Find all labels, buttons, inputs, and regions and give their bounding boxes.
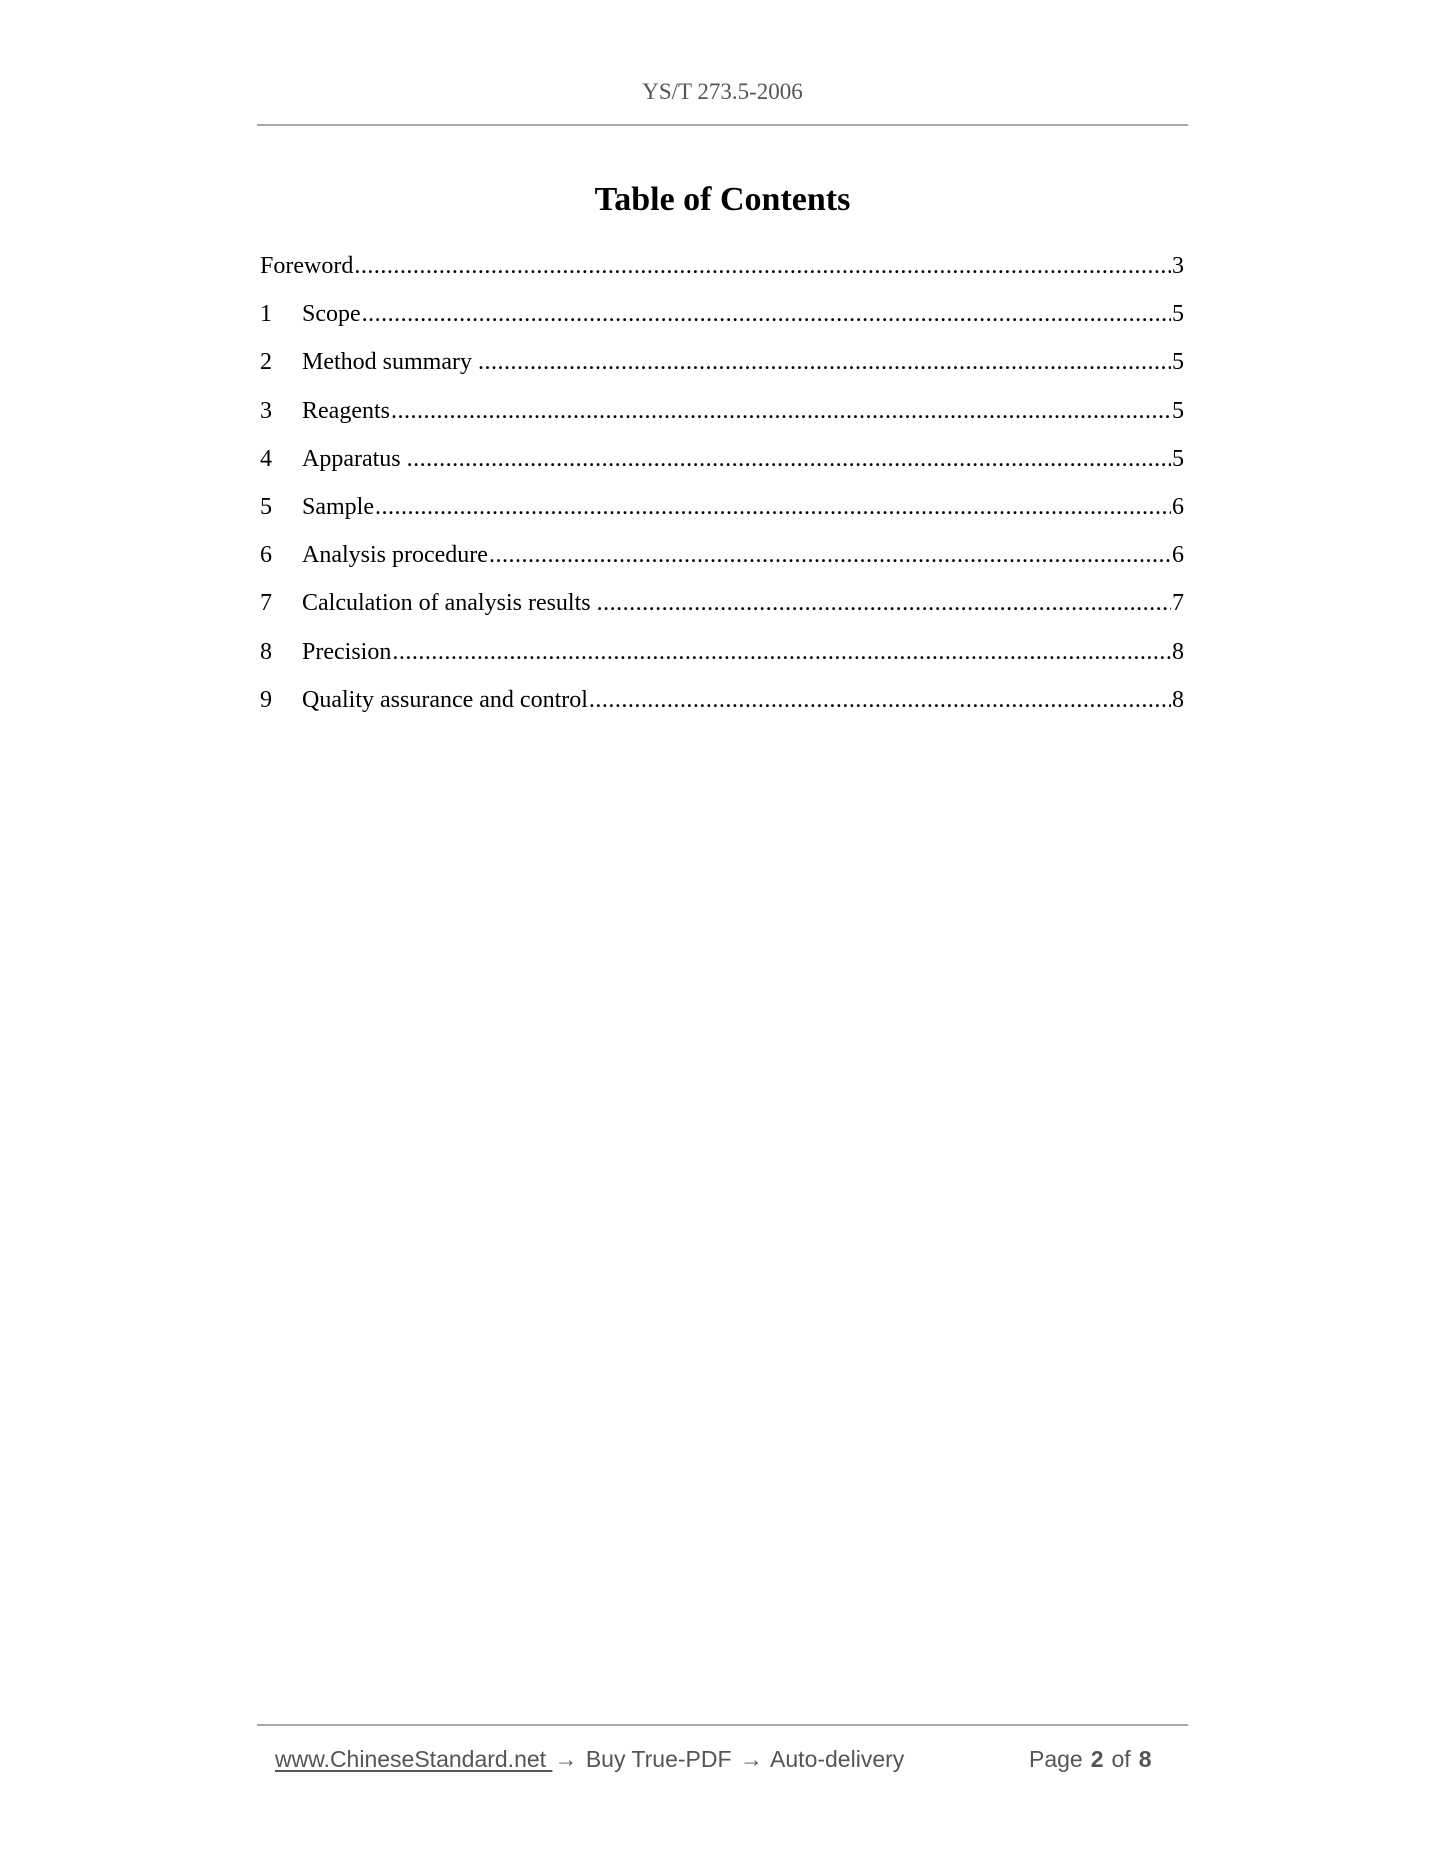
page-label: Page (1029, 1746, 1083, 1772)
dot-leader (392, 637, 1171, 667)
toc-entry-page: 8 (1172, 686, 1184, 713)
auto-delivery-text: Auto-delivery (764, 1746, 905, 1772)
toc-entry-label: Foreword (260, 253, 354, 279)
toc-entry-page: 6 (1172, 542, 1184, 569)
toc-entry-page: 7 (1172, 590, 1184, 617)
toc-entry-page: 8 (1172, 638, 1184, 665)
footer-divider (257, 1724, 1188, 1726)
toc-entry-label: Precision (302, 638, 392, 665)
toc-entry-label: Method summary (302, 349, 472, 376)
toc-entry-sample[interactable] (260, 492, 1184, 540)
dot-leader (362, 299, 1171, 329)
toc-entry-number: 8 (260, 638, 272, 665)
toc-entry-label: Quality assurance and control (302, 686, 588, 713)
toc-title: Table of Contents (594, 181, 851, 218)
dot-leader (354, 251, 1171, 281)
dot-leader (375, 492, 1171, 522)
toc-entry-page: 5 (1172, 445, 1184, 472)
toc-entry-number: 9 (260, 686, 272, 713)
toc-entry-number: 7 (260, 590, 272, 617)
toc-entry-analysis-procedure[interactable] (260, 540, 1184, 588)
toc-entry-label: Calculation of analysis results (302, 590, 591, 617)
toc-entry-precision[interactable] (260, 637, 1184, 685)
page-indicator (1029, 1745, 1152, 1773)
header-divider (257, 124, 1188, 126)
running-header-standard-code: YS/T 273.5-2006 (642, 79, 803, 104)
of-label: of (1111, 1746, 1131, 1772)
toc-entry-apparatus[interactable] (260, 444, 1184, 492)
toc-entry-page: 5 (1172, 397, 1184, 424)
buy-true-pdf-text: Buy True-PDF (579, 1746, 738, 1772)
toc-entry-label: Reagents (302, 397, 390, 424)
dot-leader (391, 396, 1171, 426)
dot-leader (478, 347, 1171, 377)
toc-entry-foreword[interactable] (260, 251, 1184, 299)
toc-entry-label: Sample (302, 493, 374, 520)
toc-entry-label: Scope (302, 301, 361, 328)
toc-entry-page: 6 (1172, 493, 1184, 520)
toc-entry-page: 3 (1172, 253, 1184, 279)
toc-entry-label: Apparatus (302, 445, 401, 472)
toc-entry-page: 5 (1172, 301, 1184, 328)
arrow-right-icon: → (739, 1746, 763, 1772)
toc-entry-label: Analysis procedure (302, 542, 488, 569)
current-page-number: 2 (1090, 1746, 1104, 1772)
dot-leader (589, 685, 1171, 715)
toc-entry-number: 6 (260, 542, 272, 569)
toc-entry-page: 5 (1172, 349, 1184, 376)
toc-entry-reagents[interactable] (260, 396, 1184, 444)
toc-entry-number: 2 (260, 349, 272, 376)
toc-entry-number: 5 (260, 493, 272, 520)
toc-entry-number: 3 (260, 397, 272, 424)
toc-entry-number: 4 (260, 445, 272, 472)
toc-entry-calculation-of-analysis-results[interactable] (260, 588, 1184, 636)
toc-entry-method-summary[interactable] (260, 347, 1184, 395)
website-link[interactable]: www.ChineseStandard.net (275, 1746, 553, 1772)
dot-leader (489, 540, 1171, 570)
toc-entry-quality-assurance-and-control[interactable] (260, 685, 1184, 733)
dot-leader (407, 444, 1171, 474)
arrow-right-icon: → (554, 1746, 578, 1772)
dot-leader (597, 588, 1171, 618)
toc-list (260, 251, 1184, 733)
total-pages-number: 8 (1138, 1746, 1152, 1772)
toc-entry-scope[interactable] (260, 299, 1184, 347)
toc-entry-number: 1 (260, 301, 272, 328)
